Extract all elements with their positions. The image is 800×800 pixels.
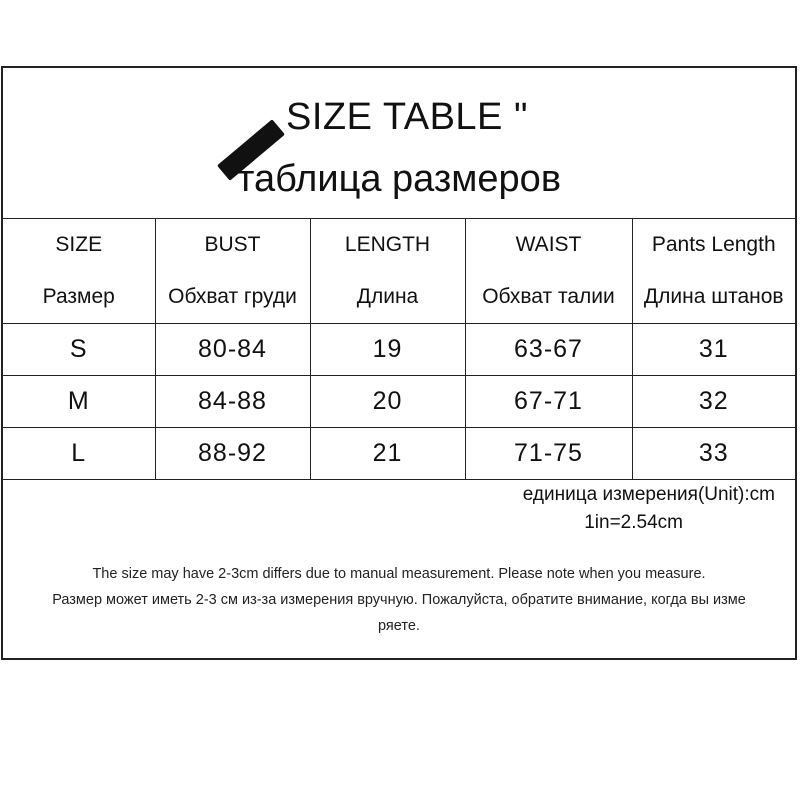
header-cell-size [3,219,155,324]
cell-waist: 67-71 [465,376,632,428]
cell-bust: 88-92 [155,428,310,480]
header-label-ru: Обхват груди [168,285,297,308]
cell-waist: 63-67 [465,324,632,376]
table-row [3,428,795,480]
cell-pants-length: 33 [632,428,795,480]
header-label-ru: Размер [42,285,115,308]
header-label-en: LENGTH [344,233,431,256]
cell-waist: 71-75 [465,428,632,480]
note-english: The size may have 2-3cm differs due to manual measurement. Please note when you measure. [92,566,706,582]
cell-size: S [3,324,155,376]
cell-bust: 84-88 [155,376,310,428]
table-row [3,376,795,428]
cell-pants-length: 32 [632,376,795,428]
table-row [3,324,795,376]
note-russian-line2: ряете. [378,618,420,634]
header-cell-length [310,219,465,324]
note-russian-line1: Размер может иметь 2-3 см из-за измерения вручную. Пожалуйста, обратите внимание, когда вы изме [52,592,746,608]
header-label-en: Pants Length [651,233,776,256]
title-english: SIZE TABLE " [286,96,528,138]
table-header-row [3,219,795,324]
cell-length: 20 [310,376,465,428]
header-cell-bust [155,219,310,324]
size-chart-frame [1,66,797,660]
header [3,68,795,218]
header-label-ru: Обхват талии [482,285,615,308]
unit-label: единица измерения(Unit):cm [522,484,775,505]
header-label-en: BUST [204,233,261,256]
header-label-en: WAIST [515,233,582,256]
header-label-en: SIZE [55,233,103,256]
cell-pants-length: 31 [632,324,795,376]
cell-length: 21 [310,428,465,480]
cell-bust: 80-84 [155,324,310,376]
header-label-ru: Длина [356,285,419,308]
inch-conversion: 1in=2.54cm [584,512,683,533]
size-table [3,218,795,480]
cell-size: L [3,428,155,480]
header-cell-waist [465,219,632,324]
header-cell-pants-length [632,219,795,324]
cell-length: 19 [310,324,465,376]
header-label-ru: Длина штанов [643,285,784,308]
cell-size: M [3,376,155,428]
title-russian: таблица размеров [237,158,562,200]
